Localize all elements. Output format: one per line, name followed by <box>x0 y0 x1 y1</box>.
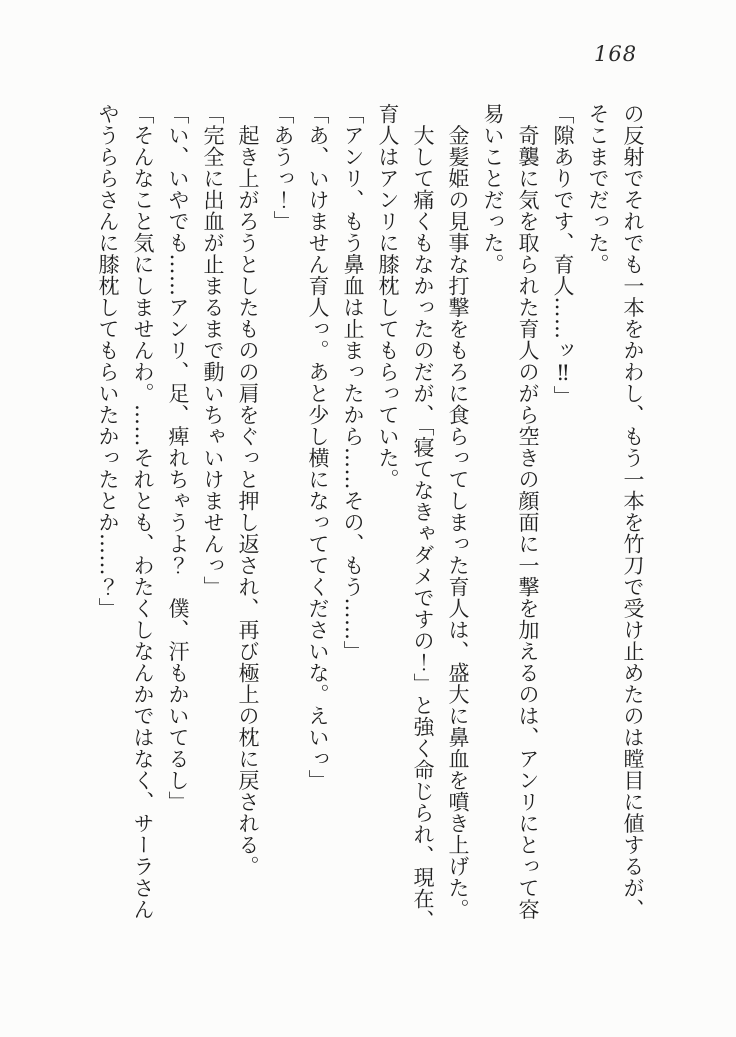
text-column: 「あうっ！」 <box>271 103 295 232</box>
text-column: 大して痛くもなかったのだが、「寝てなきゃダメですの！」と強く命じられ、現在、 <box>411 103 435 931</box>
text-column: そこまでだった。 <box>586 103 610 275</box>
page-number: 168 <box>594 42 638 66</box>
text-column: 「完全に出血が止まるまで動いちゃいけませんっ」 <box>201 103 225 598</box>
text-column: 「あ、いけません育人っ。あと少し横になっててくださいな。えいっ」 <box>306 103 330 791</box>
text-column: の反射でそれでも一本をかわし、もう一本を竹刀で受け止めたのは瞠目に値するが、 <box>621 103 645 920</box>
text-column: 「そんなこと気にしませんわ。……それとも、わたくしなんかではなく、サーラさん <box>131 103 155 920</box>
text-column: 奇襲に気を取られた育人のがら空きの顔面に一撃を加えるのは、アンリにとって容 <box>516 103 540 920</box>
text-column: 「アンリ、もう鼻血は止まったから……その、もう……」 <box>341 103 365 662</box>
vertical-text-block <box>90 103 650 1023</box>
text-column: 育人はアンリに膝枕してもらっていた。 <box>376 103 400 490</box>
text-column: やうららさんに膝枕してもらいたかったとか……？」 <box>96 103 120 619</box>
text-column: 「隙ありです、育人……ッ‼」 <box>551 103 575 407</box>
text-column: 易いことだった。 <box>481 103 505 275</box>
text-column: 「い、いやでも……アンリ、足、痺れちゃうよ？ 僕、汗もかいてるし」 <box>166 103 190 813</box>
text-column: 起き上がろうとしたものの肩をぐっと押し返され、再び極上の枕に戻される。 <box>236 103 260 877</box>
text-column: 金髪姫の見事な打撃をもろに食らってしまった育人は、盛大に鼻血を噴き上げた。 <box>446 103 470 920</box>
